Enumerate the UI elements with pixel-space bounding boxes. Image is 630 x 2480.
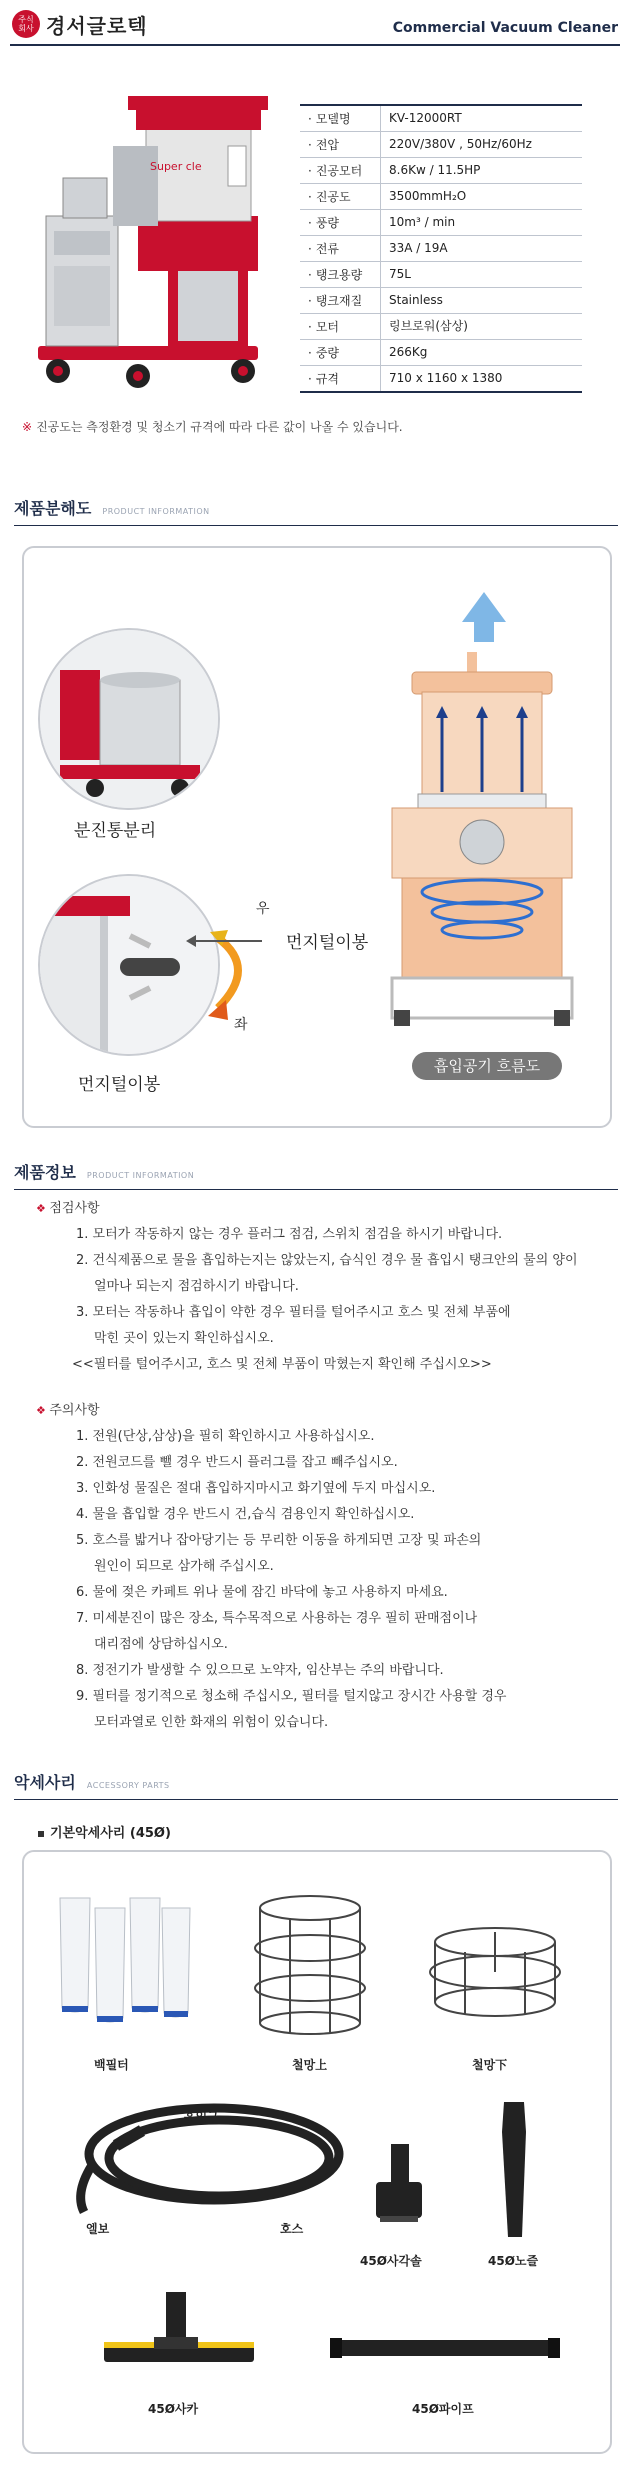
- mesh-bottom-label: 철망下: [472, 2058, 508, 2072]
- spec-row: [300, 106, 582, 132]
- badge-line-2: 회사: [18, 24, 34, 33]
- tank-separation-image: [38, 628, 220, 810]
- section-acc-heading: [14, 1770, 618, 1800]
- mesh-top-image: [240, 1888, 380, 2038]
- list-item: 1. 모터가 작동하지 않는 경우 플러그 점검, 스위치 점검을 하시기 바랍니다.: [76, 1227, 503, 1242]
- spec-value: 3500mmH₂O: [380, 184, 582, 209]
- list-item: 2. 전원코드를 뺄 경우 반드시 플러그를 잡고 빼주십시오.: [76, 1455, 398, 1470]
- airflow-diagram: [372, 562, 596, 1072]
- section-divider: [14, 1189, 618, 1190]
- section-title: 악세사리: [14, 1773, 76, 1792]
- spec-key: · 진공모터: [300, 162, 380, 179]
- list-item: 3. 인화성 물질은 절대 흡입하지마시고 화기옆에 두지 마십시오.: [76, 1481, 436, 1496]
- breakdown-diagram-box: [22, 546, 612, 1128]
- page-header: [0, 0, 630, 48]
- square-brush-image: [364, 2144, 434, 2244]
- section-title: 제품정보: [14, 1163, 76, 1182]
- spec-key: · 진공도: [300, 188, 380, 205]
- spec-row: [300, 132, 582, 158]
- spec-row: [300, 236, 582, 262]
- mesh-top-label: 철망上: [292, 2058, 328, 2072]
- spec-key: · 탱크용량: [300, 266, 380, 283]
- acc-subtitle: [38, 1822, 171, 1841]
- spec-value: 75L: [380, 262, 582, 287]
- inlet-label: 흡입구: [184, 2110, 219, 2124]
- spec-row: [300, 158, 582, 184]
- machine-brand-text: Super cle: [150, 160, 202, 173]
- spec-value: 링브로워(삼상): [380, 314, 582, 339]
- down-label: 좌: [234, 1017, 248, 1033]
- list-item: 대리점에 상담하십시오.: [94, 1637, 228, 1652]
- list-item: 4. 물을 흡입할 경우 반드시 건,습식 겸용인지 확인하십시오.: [76, 1507, 415, 1522]
- list-item: 막힌 곳이 있는지 확인하십시오.: [94, 1331, 274, 1346]
- spec-value: 10m³ / min: [380, 210, 582, 235]
- section-breakdown-heading: [14, 496, 618, 526]
- squeegee-label: 45Ø사카: [148, 2402, 199, 2416]
- spec-value: KV-12000RT: [380, 106, 582, 131]
- spec-key: · 모델명: [300, 110, 380, 127]
- list-item: 6. 물에 젖은 카페트 위나 물에 잠긴 바닥에 놓고 사용하지 마세요.: [76, 1585, 448, 1600]
- separation-label: 분진통분리: [74, 821, 157, 841]
- list-item: 3. 모터는 작동하나 흡입이 약한 경우 필터를 털어주시고 호스 및 전체 부품에: [76, 1305, 511, 1320]
- spec-row: [300, 366, 582, 391]
- check-list: [36, 1196, 616, 1378]
- spec-value: Stainless: [380, 288, 582, 313]
- spec-key: · 모터: [300, 318, 380, 335]
- header-divider: [10, 44, 620, 46]
- spec-row: [300, 288, 582, 314]
- section-subtitle: ACCESSORY PARTS: [86, 1781, 170, 1790]
- bag-filter-image: [50, 1888, 200, 2038]
- vacuum-note: [22, 418, 403, 435]
- spec-table: [300, 104, 582, 393]
- spec-key: · 규격: [300, 370, 380, 387]
- company-name: 경서글로텍: [46, 14, 148, 38]
- section-divider: [14, 1799, 618, 1800]
- check-items: [36, 1222, 616, 1378]
- pointer-line: [192, 940, 262, 942]
- list-item: 모터과열로 인한 화재의 위험이 있습니다.: [94, 1715, 329, 1730]
- list-item: 2. 건식제품으로 물을 흡입하는지는 않았는지, 습식인 경우 물 흡입시 탱크안의 물의 양이: [76, 1253, 578, 1268]
- list-item: 5. 호스를 밟거나 잡아당기는 등 무리한 이동을 하게되면 고장 및 파손의: [76, 1533, 482, 1548]
- mesh-bottom-image: [420, 1922, 570, 2022]
- check-title: ❖ 점검사항: [36, 1196, 616, 1222]
- airflow-label: 흡입공기 흐름도: [412, 1052, 562, 1080]
- spec-value: 33A / 19A: [380, 236, 582, 261]
- badge-line-1: 주식: [18, 15, 34, 24]
- accessory-box: [22, 1850, 612, 2454]
- list-item: <<필터를 털어주시고, 호스 및 전체 부품이 막혔는지 확인해 주십시오>>: [72, 1357, 492, 1372]
- spec-value: 8.6Kw / 11.5HP: [380, 158, 582, 183]
- bag-filter-label: 백필터: [94, 2058, 129, 2072]
- list-item: 7. 미세분진이 많은 장소, 특수목적으로 사용하는 경우 필히 판매점이나: [76, 1611, 478, 1626]
- section-subtitle: PRODUCT INFORMATION: [102, 507, 210, 516]
- pipe-image: [324, 2328, 564, 2368]
- elbow-label: 엘보: [86, 2222, 110, 2236]
- spec-value: 220V/380V , 50Hz/60Hz: [380, 132, 582, 157]
- section-info-heading: [14, 1160, 618, 1190]
- spec-key: · 전압: [300, 136, 380, 153]
- spec-key: · 탱크재질: [300, 292, 380, 309]
- section-divider: [14, 525, 618, 526]
- note-text: 진공도는 측정환경 및 청소기 규격에 따라 다른 값이 나올 수 있습니다.: [36, 420, 403, 434]
- section-subtitle: PRODUCT INFORMATION: [86, 1171, 195, 1180]
- spec-key: · 중량: [300, 344, 380, 361]
- spec-value: 710 x 1160 x 1380: [380, 366, 582, 391]
- shaker-callout-label: 먼지털이봉: [286, 933, 369, 953]
- spec-row: [300, 340, 582, 366]
- nozzle-image: [494, 2102, 534, 2242]
- pipe-label: 45Ø파이프: [412, 2402, 474, 2416]
- list-item: 1. 전원(단상,삼상)을 필히 확인하시고 사용하십시오.: [76, 1429, 375, 1444]
- rotate-arrow-icon: [188, 928, 268, 1028]
- up-label: 우: [256, 901, 270, 917]
- page-title: Commercial Vacuum Cleaner: [392, 20, 618, 36]
- spec-row: [300, 184, 582, 210]
- list-item: 원인이 되므로 삼가해 주십시오.: [94, 1559, 274, 1574]
- spec-key: · 전류: [300, 240, 380, 257]
- list-item: 8. 정전기가 발생할 수 있으므로 노약자, 임산부는 주의 바랍니다.: [76, 1663, 444, 1678]
- spec-row: [300, 314, 582, 340]
- section-title: 제품분해도: [14, 499, 92, 518]
- company-logo-badge: [12, 10, 40, 38]
- caution-list: [36, 1398, 616, 1736]
- caution-items: [36, 1424, 616, 1736]
- spec-row: [300, 262, 582, 288]
- square-brush-label: 45Ø사각솔: [360, 2254, 422, 2268]
- nozzle-label: 45Ø노즐: [488, 2254, 539, 2268]
- spec-key: · 풍량: [300, 214, 380, 231]
- acc-subtitle-text: 기본악세사리 (45Ø): [50, 1826, 171, 1841]
- pointer-arrow-icon: [186, 935, 196, 947]
- caution-title: ❖ 주의사항: [36, 1398, 616, 1424]
- spec-row: [300, 210, 582, 236]
- product-image: [18, 66, 278, 396]
- squeegee-image: [94, 2292, 264, 2382]
- shaker-label: 먼지털이봉: [78, 1075, 161, 1095]
- spec-value: 266Kg: [380, 340, 582, 365]
- note-mark: ※: [22, 420, 33, 434]
- list-item: 얼마나 되는지 점검하시기 바랍니다.: [94, 1279, 299, 1294]
- list-item: 9. 필터를 정기적으로 청소해 주십시오, 필터를 털지않고 장시간 사용할 경우: [76, 1689, 507, 1704]
- hose-label: 호스: [280, 2222, 304, 2236]
